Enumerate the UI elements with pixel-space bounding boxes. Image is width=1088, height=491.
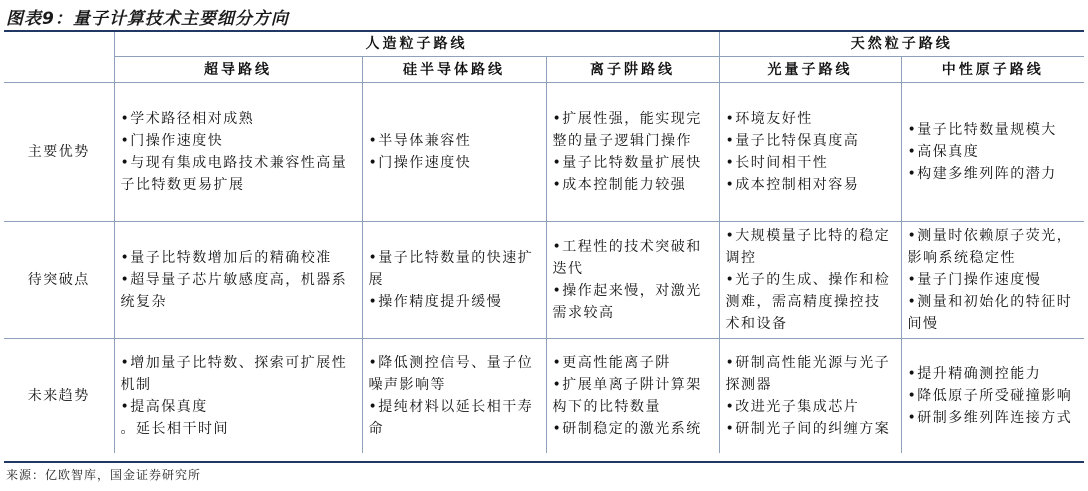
row-label: 待突破点: [4, 222, 114, 339]
bullet-item: •研制稳定的激光系统: [552, 421, 702, 437]
route-header-photonic: 光量子路线: [719, 57, 901, 83]
table-cell: [362, 222, 546, 339]
table-cell: [719, 83, 901, 222]
bullet-item: •门操作速度快: [120, 133, 224, 149]
table-cell: [114, 339, 362, 454]
bullet-item: •更高性能离子阱: [552, 355, 671, 371]
table-cell: [114, 83, 362, 222]
route-header-superconducting: 超导路线: [114, 57, 362, 83]
bullet-item: •操作起来慢，对激光需求较高: [552, 283, 702, 321]
route-header-silicon: 硅半导体路线: [362, 57, 546, 83]
table-cell: [901, 222, 1084, 339]
figure-title: 图表9：量子计算技术主要细分方向: [6, 9, 289, 29]
table-row: [4, 83, 1084, 222]
table-cell: [546, 83, 719, 222]
quantum-routes-table: [4, 32, 1084, 453]
bullet-item: •成本控制能力较强: [552, 177, 687, 193]
bullet-item: •高保真度: [907, 144, 980, 160]
bullet-item: •改进光子集成芯片: [725, 399, 860, 415]
bullet-item: •测量和初始化的特征时间慢: [907, 294, 1073, 332]
bullet-item: •操作精度提升缓慢: [368, 294, 503, 310]
table-cell: [546, 339, 719, 454]
row-label: 未来趋势: [4, 339, 114, 454]
bullet-item: •成本控制相对容易: [725, 177, 860, 193]
bullet-item: •研制高性能光源与光子探测器: [725, 355, 891, 393]
group-header-row: [4, 32, 1084, 57]
bullet-item: 。延长相干时间: [120, 421, 229, 437]
bullet-item: •降低原子所受碰撞影响: [907, 388, 1073, 404]
bullet-item: •量子比特数增加后的精确校准: [120, 250, 332, 266]
bullet-item: •提升精确测控能力: [907, 366, 1042, 382]
bullet-item: •研制光子间的纠缠方案: [725, 421, 891, 437]
table-cell: [901, 339, 1084, 454]
bullet-item: •量子比特保真度高: [725, 133, 860, 149]
table-row: [4, 222, 1084, 339]
bullet-item: •降低测控信号、量子位噪声影响等: [368, 355, 534, 393]
bullet-item: •测量时依赖原子荧光，影响系统稳定性: [907, 228, 1073, 266]
bullet-item: •提纯材料以延长相干寿命: [368, 399, 534, 437]
bullet-item: •量子比特数量的快速扩展: [368, 250, 534, 288]
bullet-item: •量子比特数量规模大: [907, 122, 1057, 138]
group-header-natural: 天然粒子路线: [719, 32, 1084, 57]
table-cell: [719, 222, 901, 339]
table-cell: [362, 339, 546, 454]
bullet-item: •扩展性强，能实现完整的量子逻辑门操作: [552, 111, 702, 149]
table-cell: [114, 222, 362, 339]
bullet-item: •大规模量子比特的稳定调控: [725, 228, 891, 266]
route-header-row: [4, 57, 1084, 83]
bullet-item: •环境友好性: [725, 111, 813, 127]
table-cell: [362, 83, 546, 222]
bullet-item: •超导量子芯片敏感度高，机器系统复杂: [120, 272, 348, 310]
route-header-ion-trap: 离子阱路线: [546, 57, 719, 83]
bullet-item: •学术路径相对成熟: [120, 111, 255, 127]
corner-cell: [4, 32, 114, 83]
route-header-neutral-atom: 中性原子路线: [901, 57, 1084, 83]
table-bottom-rule: [4, 461, 1084, 463]
row-label: 主要优势: [4, 83, 114, 222]
bullet-item: •扩展单离子阱计算架构下的比特数量: [552, 377, 702, 415]
bullet-item: •半导体兼容性: [368, 133, 472, 149]
bullet-item: •量子门操作速度慢: [907, 272, 1042, 288]
table-cell: [719, 339, 901, 454]
bullet-item: •量子比特数量扩展快: [552, 155, 702, 171]
bullet-item: •光子的生成、操作和检测难，需高精度操控技术和设备: [725, 272, 891, 332]
bullet-item: •工程性的技术突破和迭代: [552, 239, 702, 277]
group-header-artificial: 人造粒子路线: [114, 32, 719, 57]
source-note: 来源：亿欧智库，国金证券研究所: [6, 468, 202, 482]
table-cell: [546, 222, 719, 339]
bullet-item: •长时间相干性: [725, 155, 829, 171]
bullet-item: •与现有集成电路技术兼容性高量子比特数更易扩展: [120, 155, 348, 193]
bullet-item: •增加量子比特数、探索可扩展性机制: [120, 355, 348, 393]
table-cell: [901, 83, 1084, 222]
table-row: [4, 339, 1084, 454]
bullet-item: •研制多维列阵连接方式: [907, 410, 1073, 426]
bullet-item: •提高保真度: [120, 399, 208, 415]
bullet-item: •门操作速度快: [368, 155, 472, 171]
bullet-item: •构建多维列阵的潜力: [907, 166, 1057, 182]
